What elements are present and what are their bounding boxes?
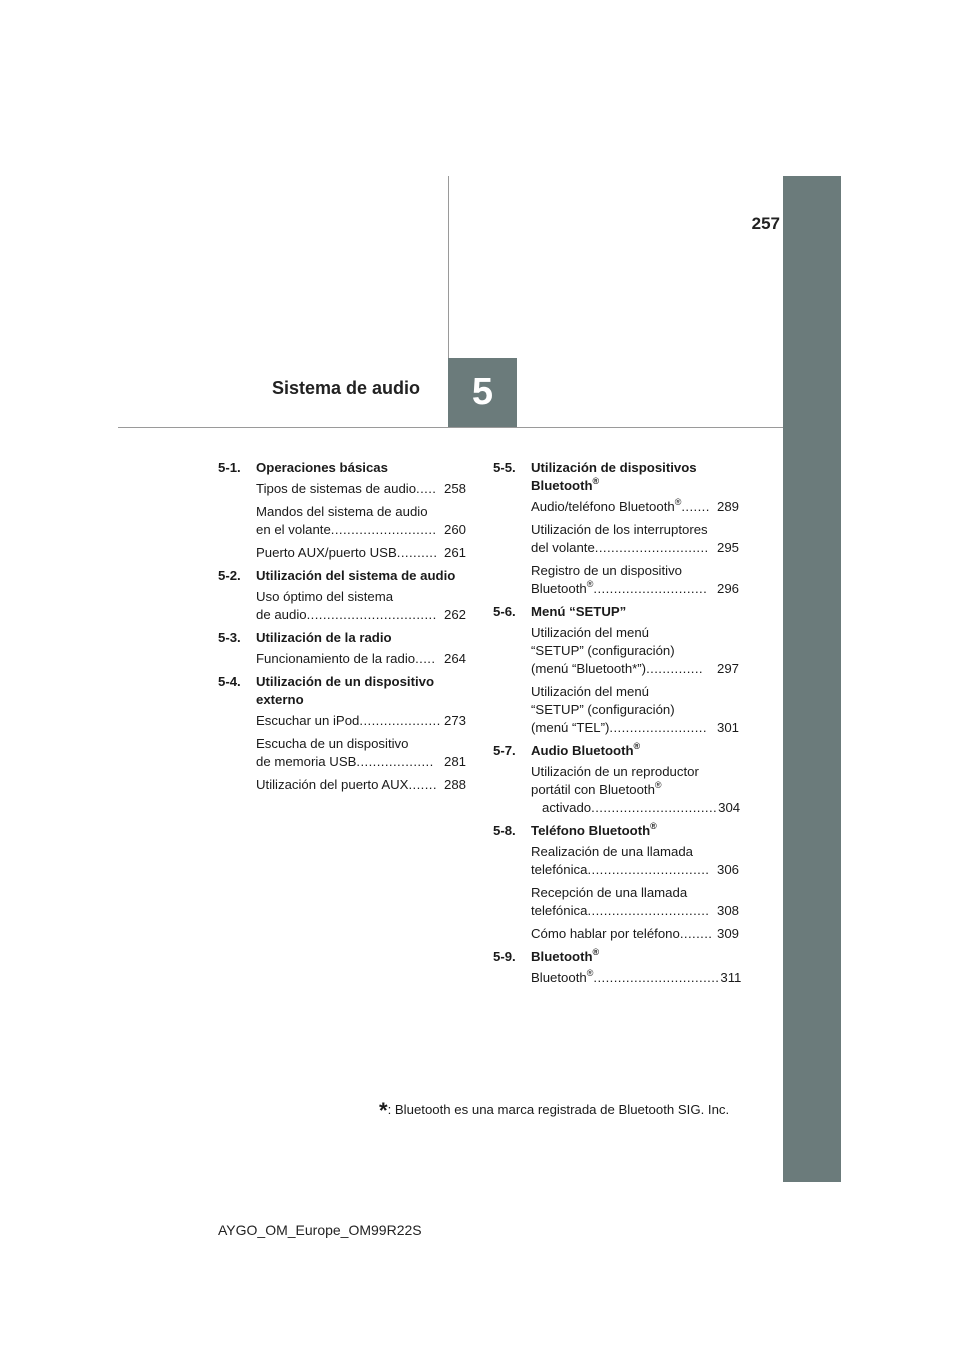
section-title-link[interactable]: Audio Bluetooth® [531, 740, 641, 758]
dot-leader: .............................. [587, 862, 710, 877]
entry-line: telefónica.............................. [531, 903, 710, 918]
toc-entry-link[interactable] [531, 884, 739, 920]
section-title-link[interactable]: Utilización del sistema de audio [256, 568, 456, 583]
section-title-link[interactable]: Operaciones básicas [256, 460, 388, 475]
section-title-link[interactable]: Utilización de dispositivos Bluetooth® [531, 460, 697, 493]
toc-entry-link[interactable] [256, 503, 466, 539]
entry-line: del volante............................ [531, 540, 709, 555]
chapter-side-tab [783, 176, 841, 1182]
section-number: 5-1. [218, 460, 241, 475]
toc-entry-link[interactable] [256, 544, 466, 562]
entry-page-number: 308 [716, 903, 739, 918]
section-title-link[interactable]: Teléfono Bluetooth® [531, 820, 657, 838]
entry-line: Tipos de sistemas de audio..... [256, 481, 437, 496]
section-number: 5-5. [493, 460, 516, 475]
entry-line: (menú “Bluetooth*”).............. [531, 661, 703, 676]
entry-page-number: 301 [716, 720, 739, 735]
entry-page-number: 295 [716, 540, 739, 555]
entry-line: Realización de una llamada [531, 844, 694, 859]
entry-line: Utilización del puerto AUX....... [256, 777, 437, 792]
entry-page-number: 273 [443, 713, 466, 728]
section-number: 5-2. [218, 568, 241, 583]
entry-title [256, 480, 443, 498]
entry-line: Utilización de un reproductor [531, 764, 699, 779]
entry-page-number: 297 [716, 661, 739, 676]
entry-page-number: 309 [716, 926, 739, 941]
dot-leader: ................... [356, 754, 434, 769]
dot-leader: ............................... [591, 800, 718, 815]
section-number: 5-3. [218, 630, 241, 645]
section-heading [493, 948, 739, 966]
entry-title [531, 624, 716, 678]
entry-line: Registro de un dispositivo [531, 563, 683, 578]
entry-line: Bluetooth®............................... [531, 967, 720, 985]
entry-line: (menú “TEL”)........................ [531, 720, 707, 735]
section-number: 5-4. [218, 674, 241, 689]
registered-mark: ® [633, 740, 641, 751]
toc-column-right [493, 459, 742, 992]
dot-leader: .................... [359, 713, 441, 728]
entry-line: Mandos del sistema de audio [256, 504, 428, 519]
dot-leader: ................................ [306, 607, 437, 622]
entry-line: de audio................................ [256, 607, 437, 622]
entry-title [531, 763, 717, 817]
entry-line: Audio/teléfono Bluetooth®....... [531, 496, 710, 514]
toc-entry-link[interactable] [256, 712, 466, 730]
entry-title [531, 683, 716, 737]
entry-title [531, 969, 719, 987]
section-heading [493, 603, 739, 621]
entry-page-number: 288 [443, 777, 466, 792]
registered-mark: ® [650, 820, 657, 831]
entry-line: Cómo hablar por teléfono........ [531, 926, 713, 941]
section-number: 5-8. [493, 823, 516, 838]
registered-mark: ® [592, 946, 600, 957]
dot-leader: ............................... [593, 970, 720, 985]
registered-mark: ® [674, 496, 682, 507]
entry-line: “SETUP” (configuración) [531, 643, 675, 658]
entry-title [531, 562, 716, 598]
dot-leader: ............................ [594, 540, 709, 555]
chapter-title: Sistema de audio [272, 378, 421, 398]
document-code: AYGO_OM_Europe_OM99R22S [218, 1222, 422, 1238]
footnote [379, 1094, 730, 1123]
entry-title [531, 884, 716, 920]
entry-title [256, 712, 443, 730]
entry-line: “SETUP” (configuración) [531, 702, 675, 717]
dot-leader: .......... [396, 545, 438, 560]
vertical-rule [448, 176, 449, 358]
footnote-text: : Bluetooth es una marca registrada de Bluetooth SIG. Inc. [387, 1102, 730, 1117]
entry-line: Escuchar un iPod.................... [256, 713, 441, 728]
toc-entry-link[interactable] [256, 735, 466, 771]
entry-page-number: 262 [443, 607, 466, 622]
dot-leader: ..... [416, 481, 437, 496]
entry-title [531, 521, 716, 557]
toc-column-left [218, 459, 466, 799]
entry-page-number: 289 [716, 499, 739, 514]
toc-entry-link[interactable] [531, 967, 742, 987]
entry-title [531, 498, 716, 516]
dot-leader: .............................. [587, 903, 710, 918]
entry-page-number: 261 [443, 545, 466, 560]
horizontal-rule [118, 427, 783, 428]
entry-title [256, 650, 443, 668]
entry-line: Puerto AUX/puerto USB.......... [256, 545, 438, 560]
section-heading [218, 673, 466, 709]
entry-line: Utilización del menú [531, 625, 650, 640]
entry-line: Utilización del menú [531, 684, 650, 699]
toc-section [218, 567, 466, 624]
toc-entry-link[interactable] [256, 588, 466, 624]
section-heading [493, 742, 739, 760]
section-heading [218, 567, 466, 585]
entry-page-number: 311 [720, 970, 742, 985]
entry-line: Recepción de una llamada [531, 885, 688, 900]
section-heading [493, 822, 739, 840]
toc-section [493, 946, 742, 987]
section-heading [218, 629, 466, 647]
dot-leader: ........................ [609, 720, 707, 735]
toc-section [218, 629, 466, 668]
entry-title [531, 843, 716, 879]
entry-page-number: 258 [443, 481, 466, 496]
entry-line: Bluetooth®............................ [531, 578, 708, 596]
entry-page-number: 296 [716, 581, 739, 596]
toc-entry-link[interactable] [531, 562, 739, 598]
entry-title [531, 925, 716, 943]
toc-entry-link[interactable] [256, 650, 466, 668]
section-title-link[interactable]: Utilización de un dispositivo externo [256, 674, 435, 707]
dot-leader: ..... [415, 651, 436, 666]
registered-mark: ® [586, 967, 594, 978]
toc-section [493, 603, 739, 737]
section-title-link[interactable]: Bluetooth® [531, 946, 600, 964]
entry-line: de memoria USB................... [256, 754, 434, 769]
toc-entry-link[interactable] [531, 925, 739, 943]
entry-line: Utilización de los interruptores [531, 522, 708, 537]
entry-page-number: 281 [443, 754, 466, 769]
toc-entry-link[interactable] [531, 498, 739, 516]
entry-page-number: 264 [443, 651, 466, 666]
footnote-mark: * [379, 1098, 388, 1123]
section-title-link[interactable]: Utilización de la radio [256, 630, 392, 645]
entry-line: portátil con Bluetooth® activado............................... [531, 779, 718, 815]
toc-section [493, 822, 739, 943]
entry-line: telefónica.............................. [531, 862, 710, 877]
registered-mark: ® [586, 578, 594, 589]
dot-leader: ............................ [593, 581, 708, 596]
page-number: 257 [751, 214, 780, 233]
entry-line: Escucha de un dispositivo [256, 736, 409, 751]
toc-section [218, 673, 466, 794]
section-heading [493, 459, 739, 495]
entry-line: Funcionamiento de la radio..... [256, 651, 436, 666]
dot-leader: .......................... [330, 522, 437, 537]
entry-page-number: 304 [718, 800, 741, 815]
section-number: 5-7. [493, 743, 516, 758]
toc-entry-link[interactable] [531, 683, 739, 737]
entry-title [256, 776, 443, 794]
toc-entry-link[interactable] [531, 843, 739, 879]
toc-entry-link[interactable] [256, 776, 466, 794]
dot-leader: ........ [679, 926, 713, 941]
section-number: 5-9. [493, 949, 516, 964]
entry-line: Uso óptimo del sistema [256, 589, 394, 604]
section-title-link[interactable]: Menú “SETUP” [531, 604, 627, 619]
entry-title [256, 588, 443, 624]
entry-page-number: 306 [716, 862, 739, 877]
dot-leader: .............. [646, 661, 703, 676]
registered-mark: ® [654, 779, 662, 790]
entry-title [256, 735, 443, 771]
toc-section [493, 742, 739, 817]
section-number: 5-6. [493, 604, 516, 619]
entry-line: en el volante.......................... [256, 522, 437, 537]
section-heading [218, 459, 466, 477]
entry-title [256, 503, 443, 539]
toc-entry-link[interactable] [531, 624, 739, 678]
entry-page-number: 260 [443, 522, 466, 537]
dot-leader: ....... [408, 777, 437, 792]
toc-entry-link[interactable] [256, 480, 466, 498]
registered-mark: ® [592, 475, 600, 486]
dot-leader: ....... [681, 499, 710, 514]
toc-entry-link[interactable] [531, 521, 739, 557]
entry-title [256, 544, 443, 562]
toc-section [218, 459, 466, 562]
chapter-number-badge: 5 [448, 358, 517, 427]
toc-entry-link[interactable] [531, 763, 739, 817]
toc-section [493, 459, 739, 598]
